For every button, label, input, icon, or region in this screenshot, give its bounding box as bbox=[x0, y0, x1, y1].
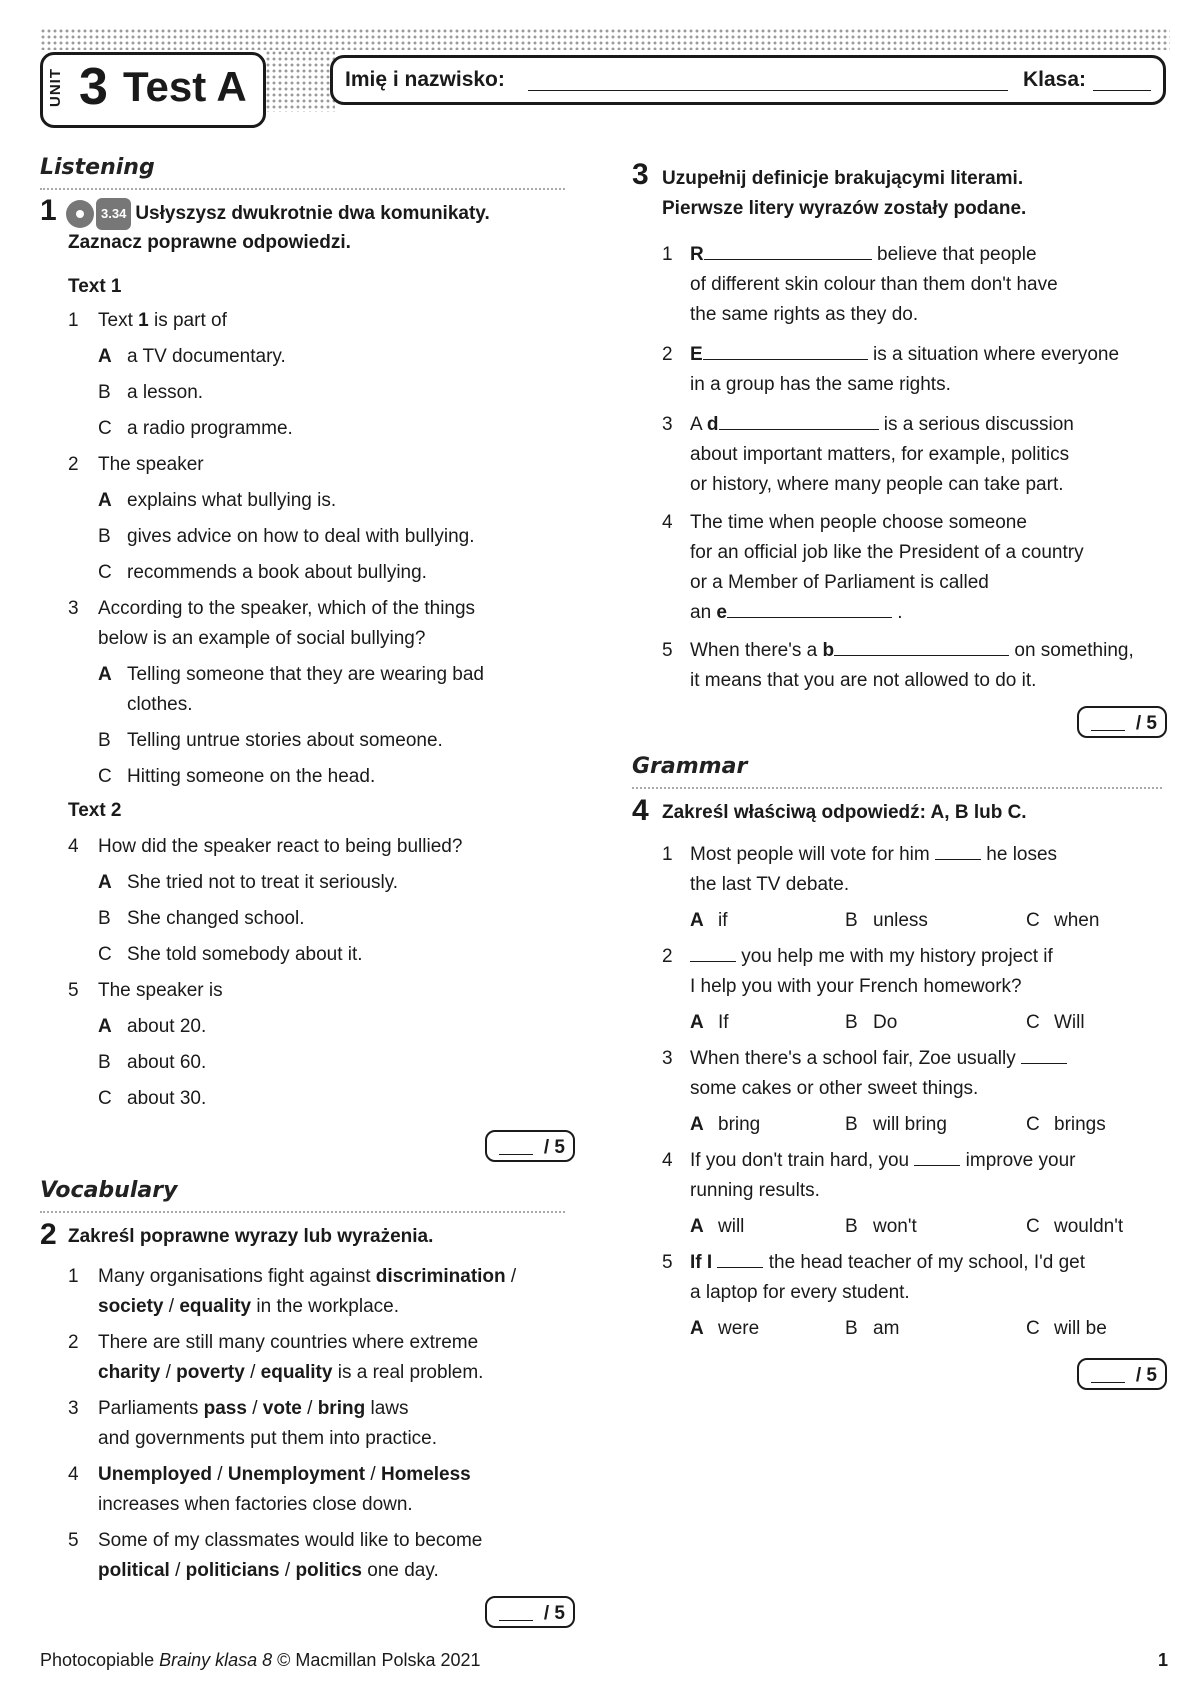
item-text: charity / poverty / equality is a real problem. bbox=[98, 1362, 484, 1383]
exercise-number: 1 bbox=[40, 194, 57, 227]
question-text: The speaker is bbox=[98, 980, 223, 1001]
item-text: the last TV debate. bbox=[690, 874, 850, 895]
item-text: political / politicians / politics one day. bbox=[98, 1560, 439, 1581]
item-text: it means that you are not allowed to do it. bbox=[690, 670, 1037, 691]
item-text: a laptop for every student. bbox=[690, 1282, 910, 1303]
word-option[interactable]: society bbox=[98, 1296, 164, 1317]
option-letter: C bbox=[1026, 1114, 1040, 1135]
option-text[interactable]: about 20. bbox=[127, 1016, 207, 1037]
item-number: 2 bbox=[662, 344, 673, 365]
option-letter: A bbox=[690, 1012, 704, 1033]
word-option[interactable]: Unemployment bbox=[227, 1464, 366, 1485]
option-text[interactable]: Hitting someone on the head. bbox=[127, 766, 376, 787]
exercise-title: Pierwsze litery wyrazów zostały podane. bbox=[662, 198, 1027, 219]
question-number: 2 bbox=[68, 454, 79, 475]
item-text: for an official job like the President of a country bbox=[690, 542, 1084, 563]
option-text[interactable]: Telling someone that they are wearing bad bbox=[127, 664, 485, 685]
item-number: 3 bbox=[662, 414, 673, 435]
gap-blank[interactable] bbox=[704, 241, 872, 260]
item-text: Parliaments pass / vote / bring laws bbox=[98, 1398, 409, 1419]
option-text[interactable]: Telling untrue stories about someone. bbox=[127, 730, 443, 751]
word-option[interactable]: pass bbox=[203, 1398, 247, 1419]
score-field[interactable] bbox=[499, 1154, 533, 1155]
option-text[interactable]: will be bbox=[1054, 1318, 1107, 1339]
section-heading-grammar: Grammar bbox=[632, 754, 748, 779]
option-text[interactable]: unless bbox=[873, 910, 928, 931]
score-box: / 5 bbox=[485, 1596, 575, 1628]
section-divider bbox=[40, 1211, 565, 1213]
question-text: Text 1 is part of bbox=[98, 310, 227, 331]
gap-blank[interactable] bbox=[717, 1249, 763, 1268]
text-label: Text 1 bbox=[68, 276, 122, 297]
item-number: 2 bbox=[68, 1332, 79, 1353]
option-text[interactable]: am bbox=[873, 1318, 900, 1339]
option-text[interactable]: Do bbox=[873, 1012, 898, 1033]
item-text: E is a situation where everyone bbox=[690, 340, 1119, 370]
item-text: When there's a b on something, bbox=[690, 636, 1134, 666]
item-text: Some of my classmates would like to become bbox=[98, 1530, 483, 1551]
word-option[interactable]: bring bbox=[317, 1398, 366, 1419]
item-text: If you don't train hard, you improve your bbox=[690, 1146, 1075, 1176]
question-text: According to the speaker, which of the things bbox=[98, 598, 476, 619]
option-text[interactable]: gives advice on how to deal with bullying. bbox=[127, 526, 475, 547]
option-letter: A bbox=[690, 1216, 704, 1237]
option-letter: B bbox=[98, 730, 111, 751]
item-number: 4 bbox=[662, 512, 673, 533]
option-letter: A bbox=[690, 1318, 704, 1339]
option-text[interactable]: If bbox=[718, 1012, 729, 1033]
page-number: 1 bbox=[1158, 1650, 1169, 1670]
exercise-title: Uzupełnij definicje brakującymi literami. bbox=[662, 168, 1024, 189]
cd-audio-icon bbox=[66, 200, 94, 228]
question-text: The speaker bbox=[98, 454, 204, 475]
score-field[interactable] bbox=[1091, 1382, 1125, 1383]
item-text: society / equality in the workplace. bbox=[98, 1296, 399, 1317]
exercise-number: 4 bbox=[632, 794, 649, 827]
question-number: 5 bbox=[68, 980, 79, 1001]
item-text: There are still many countries where extreme bbox=[98, 1332, 479, 1353]
item-text: Many organisations fight against discrimination / bbox=[98, 1266, 517, 1287]
item-text: R believe that people bbox=[690, 240, 1037, 270]
score-field[interactable] bbox=[499, 1620, 533, 1621]
item-text: The time when people choose someone bbox=[690, 512, 1027, 533]
option-text[interactable]: Will bbox=[1054, 1012, 1085, 1033]
unit-number: 3 bbox=[79, 58, 108, 116]
gap-blank[interactable] bbox=[834, 637, 1009, 656]
section-divider bbox=[632, 787, 1162, 789]
word-option[interactable]: Homeless bbox=[380, 1464, 471, 1485]
exercise-title: Zakreśl poprawne wyrazy lub wyrażenia. bbox=[68, 1226, 434, 1247]
option-letter: A bbox=[98, 872, 112, 893]
option-letter: A bbox=[690, 1114, 704, 1135]
item-number: 1 bbox=[662, 844, 673, 865]
option-letter: C bbox=[98, 1088, 112, 1109]
exercise-number: 3 bbox=[632, 158, 649, 191]
option-letter: B bbox=[98, 382, 111, 403]
footer-credit: Photocopiable Brainy klasa 8 © Macmillan Polska 2021 bbox=[40, 1650, 481, 1670]
word-option[interactable]: equality bbox=[260, 1362, 333, 1383]
option-text[interactable]: wouldn't bbox=[1054, 1216, 1124, 1237]
text-label: Text 2 bbox=[68, 800, 122, 821]
item-number: 4 bbox=[68, 1464, 79, 1485]
option-text[interactable]: if bbox=[718, 910, 728, 931]
item-number: 5 bbox=[68, 1530, 79, 1551]
item-number: 1 bbox=[662, 244, 673, 265]
gap-blank[interactable] bbox=[703, 341, 868, 360]
option-letter: B bbox=[845, 1216, 858, 1237]
name-label: Imię i nazwisko: bbox=[345, 68, 505, 91]
option-letter: B bbox=[98, 1052, 111, 1073]
item-text: Unemployed / Unemployment / Homeless bbox=[98, 1464, 471, 1485]
gap-blank[interactable] bbox=[727, 599, 892, 618]
item-text: A d is a serious discussion bbox=[690, 410, 1074, 440]
gap-blank[interactable] bbox=[914, 1147, 960, 1166]
item-text: increases when factories close down. bbox=[98, 1494, 413, 1515]
word-option[interactable]: politics bbox=[295, 1560, 362, 1581]
item-text: or a Member of Parliament is called bbox=[690, 572, 989, 593]
score-field[interactable] bbox=[1091, 730, 1125, 731]
option-letter: C bbox=[98, 944, 112, 965]
item-number: 3 bbox=[68, 1398, 79, 1419]
item-text: Most people will vote for him he loses bbox=[690, 840, 1057, 870]
option-text[interactable]: when bbox=[1054, 910, 1100, 931]
exercise-number: 2 bbox=[40, 1218, 57, 1251]
option-letter: B bbox=[98, 526, 111, 547]
exercise-title: Zaznacz poprawne odpowiedzi. bbox=[68, 232, 351, 253]
class-field[interactable] bbox=[1093, 90, 1151, 91]
score-box: / 5 bbox=[1077, 706, 1167, 738]
option-text[interactable]: brings bbox=[1054, 1114, 1106, 1135]
item-text: of different skin colour than them don't have bbox=[690, 274, 1058, 295]
item-text: I help you with your French homework? bbox=[690, 976, 1022, 997]
option-text[interactable]: a lesson. bbox=[127, 382, 204, 403]
word-option[interactable]: vote bbox=[262, 1398, 302, 1419]
option-letter: A bbox=[98, 490, 112, 511]
option-letter: B bbox=[845, 1318, 858, 1339]
question-number: 3 bbox=[68, 598, 79, 619]
word-option[interactable]: political bbox=[98, 1560, 170, 1581]
option-letter: C bbox=[1026, 910, 1040, 931]
item-text: When there's a school fair, Zoe usually bbox=[690, 1044, 1067, 1074]
item-text: about important matters, for example, politics bbox=[690, 444, 1070, 465]
option-letter: A bbox=[98, 1016, 112, 1037]
item-text: If I the head teacher of my school, I'd get bbox=[690, 1248, 1085, 1278]
option-text[interactable]: She tried not to treat it seriously. bbox=[127, 872, 399, 893]
option-text[interactable]: won't bbox=[873, 1216, 917, 1237]
section-divider bbox=[40, 188, 565, 190]
item-text: running results. bbox=[690, 1180, 820, 1201]
option-text[interactable]: explains what bullying is. bbox=[127, 490, 337, 511]
item-text: some cakes or other sweet things. bbox=[690, 1078, 979, 1099]
word-option[interactable]: politicians bbox=[185, 1560, 280, 1581]
gap-blank[interactable] bbox=[1021, 1045, 1067, 1064]
option-letter: C bbox=[1026, 1318, 1040, 1339]
item-text: the same rights as they do. bbox=[690, 304, 919, 325]
option-letter: C bbox=[98, 766, 112, 787]
option-text[interactable]: a TV documentary. bbox=[127, 346, 286, 367]
item-text: an e . bbox=[690, 598, 903, 628]
option-text[interactable]: clothes. bbox=[127, 694, 193, 715]
section-heading-vocabulary: Vocabulary bbox=[40, 1178, 178, 1203]
word-option[interactable]: discrimination bbox=[375, 1266, 506, 1287]
unit-label: UNIT bbox=[47, 68, 64, 107]
option-text[interactable]: were bbox=[718, 1318, 760, 1339]
exercise-title: Zakreśl właściwą odpowiedź: A, B lub C. bbox=[662, 802, 1027, 823]
page-title: Test A bbox=[123, 63, 247, 110]
option-text[interactable]: about 60. bbox=[127, 1052, 207, 1073]
gap-blank[interactable] bbox=[690, 943, 736, 962]
student-info-box bbox=[330, 55, 1166, 105]
option-letter: B bbox=[845, 1012, 858, 1033]
name-field[interactable] bbox=[528, 90, 1008, 91]
score-box: / 5 bbox=[1077, 1358, 1167, 1390]
unit-title-box bbox=[40, 52, 266, 128]
question-text: below is an example of social bullying? bbox=[98, 628, 426, 649]
item-number: 2 bbox=[662, 946, 673, 967]
option-text[interactable]: bring bbox=[718, 1114, 761, 1135]
option-text[interactable]: She told somebody about it. bbox=[127, 944, 363, 965]
item-number: 5 bbox=[662, 640, 673, 661]
track-number: 3.34 bbox=[96, 198, 131, 230]
item-text: in a group has the same rights. bbox=[690, 374, 951, 395]
gap-blank[interactable] bbox=[719, 411, 879, 430]
question-number: 4 bbox=[68, 836, 79, 857]
question-text: How did the speaker react to being bullied? bbox=[98, 836, 463, 857]
option-letter: A bbox=[690, 910, 704, 931]
header-dot-pattern bbox=[40, 28, 1170, 50]
option-letter: C bbox=[1026, 1012, 1040, 1033]
gap-blank[interactable] bbox=[935, 841, 981, 860]
option-letter: C bbox=[1026, 1216, 1040, 1237]
section-heading-listening: Listening bbox=[40, 155, 155, 180]
question-number: 1 bbox=[68, 310, 79, 331]
option-letter: C bbox=[98, 562, 112, 583]
option-letter: C bbox=[98, 418, 112, 439]
option-letter: A bbox=[98, 664, 112, 685]
word-option[interactable]: equality bbox=[179, 1296, 252, 1317]
option-text[interactable]: recommends a book about bullying. bbox=[127, 562, 427, 583]
exercise-title: 3.34 Usłyszysz dwukrotnie dwa komunikaty. bbox=[66, 198, 490, 230]
option-text[interactable]: She changed school. bbox=[127, 908, 305, 929]
option-text[interactable]: a radio programme. bbox=[127, 418, 293, 439]
word-option[interactable]: Unemployed bbox=[98, 1464, 213, 1485]
word-option[interactable]: charity bbox=[98, 1362, 161, 1383]
item-text: or history, where many people can take part. bbox=[690, 474, 1064, 495]
score-box: / 5 bbox=[485, 1130, 575, 1162]
option-text[interactable]: will bring bbox=[873, 1114, 947, 1135]
item-number: 5 bbox=[662, 1252, 673, 1273]
item-text: and governments put them into practice. bbox=[98, 1428, 438, 1449]
option-text[interactable]: about 30. bbox=[127, 1088, 207, 1109]
option-letter: B bbox=[845, 910, 858, 931]
header-dot-pattern bbox=[265, 50, 335, 112]
option-letter: B bbox=[98, 908, 111, 929]
word-option[interactable]: poverty bbox=[176, 1362, 245, 1383]
item-number: 3 bbox=[662, 1048, 673, 1069]
class-label: Klasa: bbox=[1023, 68, 1087, 91]
item-number: 1 bbox=[68, 1266, 79, 1287]
option-letter: B bbox=[845, 1114, 858, 1135]
item-number: 4 bbox=[662, 1150, 673, 1171]
option-letter: A bbox=[98, 346, 112, 367]
option-text[interactable]: will bbox=[718, 1216, 745, 1237]
item-text: you help me with my history project if bbox=[690, 942, 1053, 972]
